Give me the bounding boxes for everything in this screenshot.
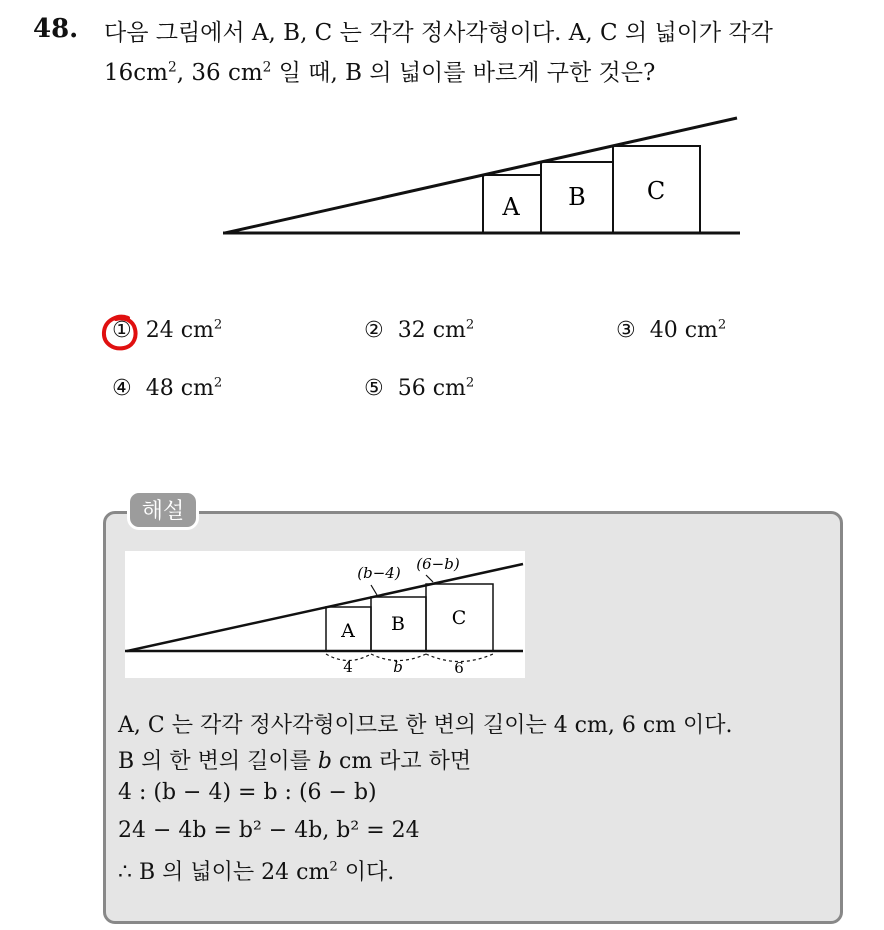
- area-exponent: 2: [329, 859, 338, 875]
- choice-value: 56 cm: [397, 376, 466, 401]
- choice-value: 24 cm: [145, 318, 214, 343]
- choice-number: ③: [616, 318, 636, 343]
- label-c: C: [646, 177, 666, 205]
- solution-text: 이다.: [337, 860, 395, 885]
- triangle-squares-diagram: [215, 110, 745, 240]
- choice-number: ⑤: [364, 376, 384, 401]
- solution-label-c: C: [451, 607, 467, 629]
- annotation-b: b: [393, 658, 403, 676]
- solution-line-3: 4 : (b − 4) = b : (6 − b): [118, 780, 377, 805]
- choice-1[interactable]: [112, 318, 222, 343]
- question-ask: 일 때, B 의 넓이를 바르게 구한 것은?: [271, 60, 656, 86]
- choice-number: ④: [112, 376, 132, 401]
- area-a-exponent: 2: [167, 59, 177, 76]
- solution-line-1: A, C 는 각각 정사각형이므로 한 변의 길이는 4 cm, 6 cm 이다.: [118, 713, 733, 738]
- area-c-exponent: 2: [262, 59, 272, 76]
- choice-exponent: 2: [213, 375, 223, 391]
- variable-b: b: [317, 749, 332, 774]
- question-text-line1: 다음 그림에서 A, B, C 는 각각 정사각형이다. A, C 의 넓이가 각각: [104, 20, 773, 46]
- solution-line-5: [118, 855, 394, 886]
- choice-exponent: 2: [717, 317, 727, 333]
- annotation-b-minus-4: (b−4): [357, 564, 401, 582]
- area-a-value: 16cm: [104, 60, 168, 86]
- solution-figure: [125, 551, 525, 678]
- annotation-6: 6: [454, 659, 464, 677]
- solution-tag: 해설: [127, 490, 199, 530]
- choice-number: ①: [112, 318, 132, 343]
- solution-line-2: [118, 744, 471, 775]
- solution-label-b: B: [391, 613, 405, 635]
- solution-text: cm 라고 하면: [332, 749, 472, 774]
- choice-5[interactable]: [364, 376, 474, 401]
- choice-3[interactable]: [616, 318, 726, 343]
- question-number: 48.: [33, 14, 79, 44]
- solution-text: B 의 한 변의 길이를: [118, 749, 318, 774]
- annotation-6-minus-b: (6−b): [416, 555, 460, 573]
- area-c-value: , 36 cm: [176, 60, 263, 86]
- label-a: A: [502, 193, 520, 221]
- choice-exponent: 2: [213, 317, 223, 333]
- solution-label-a: A: [341, 620, 355, 642]
- solution-diagram: [125, 551, 525, 678]
- solution-text: ∴ B 의 넓이는 24 cm: [118, 860, 330, 885]
- choice-value: 32 cm: [397, 318, 466, 343]
- choice-4[interactable]: [112, 376, 222, 401]
- choice-exponent: 2: [465, 317, 475, 333]
- choice-2[interactable]: [364, 318, 474, 343]
- choice-value: 48 cm: [145, 376, 214, 401]
- choice-value: 40 cm: [649, 318, 718, 343]
- label-b: B: [568, 183, 586, 211]
- problem-figure: [215, 110, 745, 240]
- solution-line-4: 24 − 4b = b² − 4b, b² = 24: [118, 818, 420, 843]
- hypotenuse-line: [225, 118, 737, 233]
- choice-number: ②: [364, 318, 384, 343]
- annotation-4: 4: [343, 658, 353, 676]
- question-text-line2: [104, 54, 655, 87]
- choice-exponent: 2: [465, 375, 475, 391]
